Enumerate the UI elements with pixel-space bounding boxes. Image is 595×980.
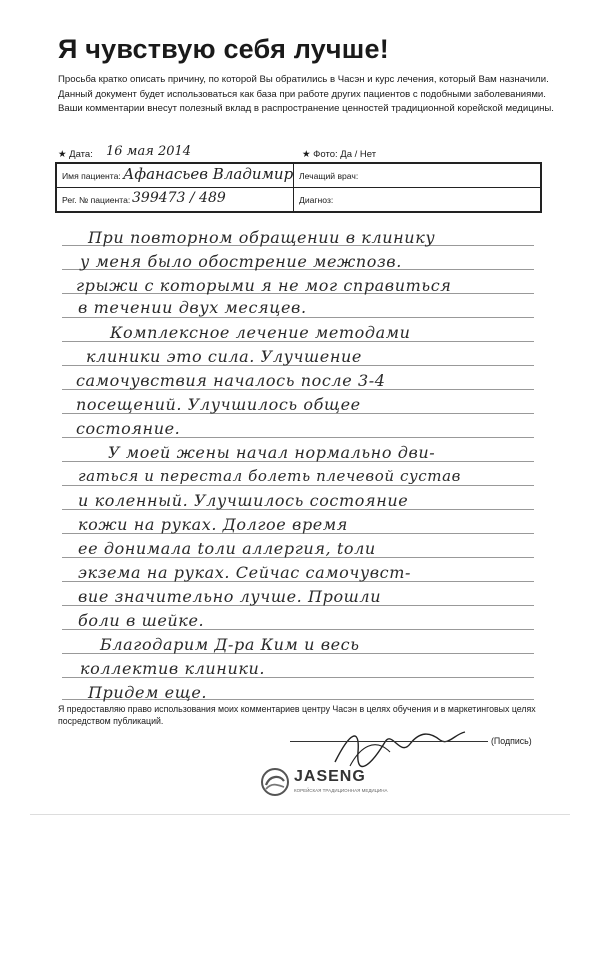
patient-name-label: Имя пациента: (62, 171, 121, 181)
testimonial-line: самочувствия началось после 3-4 (76, 371, 386, 390)
testimonial-line: в течении двух месяцев. (78, 298, 307, 317)
reg-number-label: Рег. № пациента: (62, 195, 131, 205)
intro-line: Ваши комментарии внесут полезный вклад в распространение ценностей традиционной корейской медицины. (58, 103, 554, 115)
patient-info-form (55, 162, 542, 213)
signature-label: (Подпись) (491, 736, 532, 746)
signature-line (290, 741, 488, 742)
testimonial-line: посещений. Улучшилось общее (76, 395, 361, 414)
consent-text: Я предоставляю право использования моих комментариев центру Часэн в целях обучения и в маркетинговых целях посредством публикаций. (58, 704, 536, 726)
testimonial-line: боли в шейке. (78, 611, 205, 630)
testimonial-line: Комплексное лечение методами (110, 323, 411, 342)
testimonial-line: Благодарим Д-ра Ким и весь (100, 635, 360, 654)
intro-line: Данный документ будет использоваться как база при работе других пациентов с подобными заболеваниями. (58, 88, 546, 100)
date-label: ★ Дата: (58, 149, 93, 160)
logo-tagline: КОРЕЙСКАЯ ТРАДИЦИОННАЯ МЕДИЦИНА (294, 788, 388, 793)
testimonial-line: состояние. (76, 419, 181, 438)
testimonial-line: у меня было обострение межпозв. (80, 252, 402, 271)
patient-name-value: Афанасьев Владимир (123, 165, 294, 183)
testimonial-line: У моей жены начал нормально дви- (108, 443, 436, 462)
testimonial-line: При повторном обращении в клинику (88, 228, 436, 247)
doctor-label: Лечащий врач: (299, 171, 359, 181)
testimonial-line: грыжи с которыми я не мог справиться (76, 276, 452, 295)
logo-name: JASENG (294, 768, 366, 785)
jaseng-logo-icon (260, 767, 290, 797)
diagnosis-label: Диагноз: (299, 195, 334, 205)
page-title: Я чувствую себя лучше! (58, 34, 389, 64)
testimonial-line: клиники это сила. Улучшение (86, 347, 362, 366)
testimonial-line: экзема на руках. Сейчас самочувст- (78, 563, 412, 582)
signature-scribble (330, 722, 470, 772)
bottom-divider (30, 814, 570, 815)
testimonial-line: ее донимала toли аллергия, toли (78, 539, 376, 558)
intro-line: Просьба кратко описать причину, по которой Вы обратились в Часэн и курс лечения, который Вам назначили. (58, 74, 549, 85)
testimonial-line: коллектив клиники. (80, 659, 266, 678)
reg-number-value: 399473 / 489 (132, 190, 226, 206)
testimonial-line: кожи на руках. Долгое время (78, 515, 348, 534)
date-value: 16 мая 2014 (106, 144, 192, 159)
intro-text (58, 73, 558, 117)
testimonial-line: вие значительно лучше. Прошли (78, 587, 382, 606)
testimonial-line: гаться и перестал болеть плечевой сустав (78, 467, 462, 485)
photo-label: ★ Фото: Да / Нет (302, 149, 377, 160)
testimonial-line: и коленный. Улучшилось состояние (78, 491, 409, 510)
testimonial-line: Придем еще. (88, 683, 208, 702)
